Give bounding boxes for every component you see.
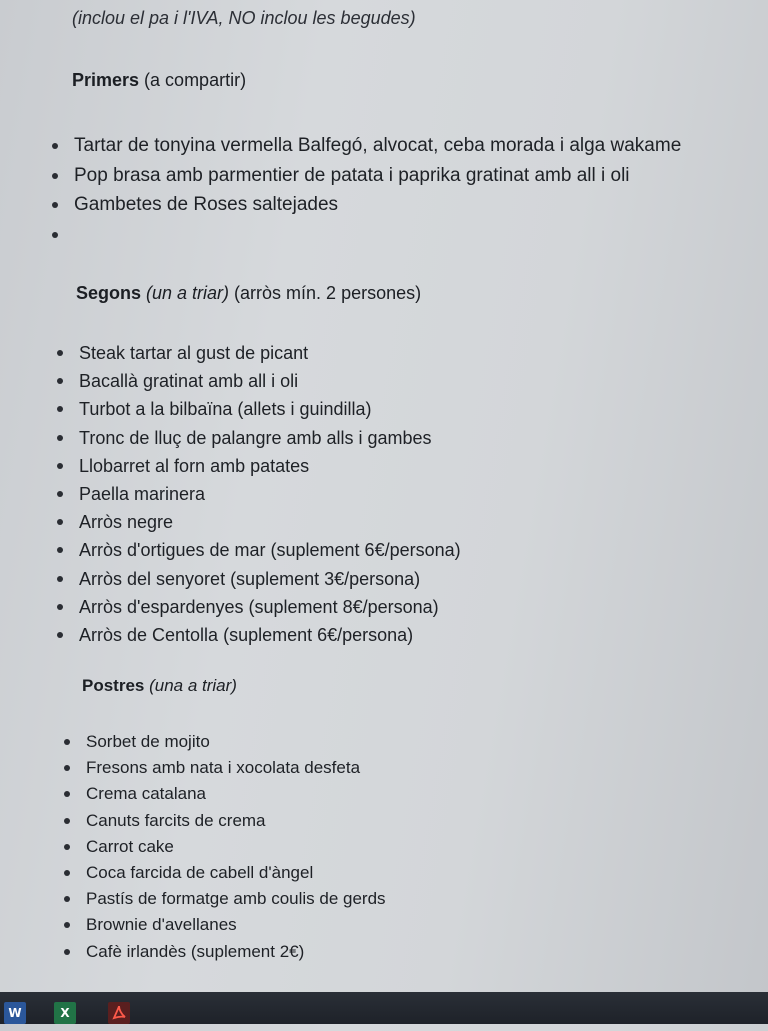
list-item: Pastís de formatge amb coulis de gerds <box>64 886 386 912</box>
taskbar <box>0 992 768 1024</box>
excel-icon[interactable]: X <box>54 1002 76 1024</box>
list-item: Pop brasa amb parmentier de patata i paprika gratinat amb all i oli <box>52 161 681 191</box>
section-heading-segons <box>76 283 421 304</box>
section-title: Primers <box>72 70 140 90</box>
section-note: (a compartir) <box>139 70 247 90</box>
list-item: Sorbet de mojito <box>64 729 386 755</box>
list-item: Arròs negre <box>57 508 461 536</box>
list-item: Crema catalana <box>64 781 386 807</box>
list-item: Arròs del senyoret (suplement 3€/persona) <box>57 565 461 593</box>
postres-list <box>64 729 386 965</box>
primers-list <box>52 131 681 249</box>
list-item: Cafè irlandès (suplement 2€) <box>64 939 386 965</box>
intro-note: (inclou el pa i l'IVA, NO inclou les begudes) <box>72 8 416 28</box>
list-item: Tronc de lluç de palangre amb alls i gambes <box>57 424 461 452</box>
list-item: Arròs de Centolla (suplement 6€/persona) <box>57 621 461 649</box>
list-item: Tartar de tonyina vermella Balfegó, alvocat, ceba morada i alga wakame <box>52 131 681 161</box>
pdf-glyph <box>108 1002 130 1024</box>
list-item: Paella marinera <box>57 480 461 508</box>
list-item: Bacallà gratinat amb all i oli <box>57 367 461 395</box>
list-item <box>52 220 681 250</box>
section-note: (arròs mín. 2 persones) <box>229 283 422 303</box>
pdf-icon[interactable] <box>108 1002 130 1024</box>
list-item: Carrot cake <box>64 834 386 860</box>
section-note-italic: (un a triar) <box>141 283 230 303</box>
list-item: Coca farcida de cabell d'àngel <box>64 860 386 886</box>
list-item: Arròs d'ortigues de mar (suplement 6€/persona) <box>57 536 461 564</box>
section-title: Segons <box>76 283 142 303</box>
list-item: Brownie d'avellanes <box>64 912 386 938</box>
section-title: Postres <box>82 676 145 695</box>
section-heading-postres <box>82 676 237 696</box>
list-item: Gambetes de Roses saltejades <box>52 190 681 220</box>
list-item: Turbot a la bilbaïna (allets i guindilla) <box>57 395 461 423</box>
section-heading-primers <box>72 70 246 91</box>
list-item: Steak tartar al gust de picant <box>57 339 461 367</box>
word-icon[interactable]: W <box>4 1002 26 1024</box>
list-item: Llobarret al forn amb patates <box>57 452 461 480</box>
list-item: Canuts farcits de crema <box>64 808 386 834</box>
list-item: Fresons amb nata i xocolata desfeta <box>64 755 386 781</box>
section-note-italic: (una a triar) <box>144 676 237 695</box>
list-item: Arròs d'espardenyes (suplement 8€/persona) <box>57 593 461 621</box>
segons-list <box>57 339 461 649</box>
